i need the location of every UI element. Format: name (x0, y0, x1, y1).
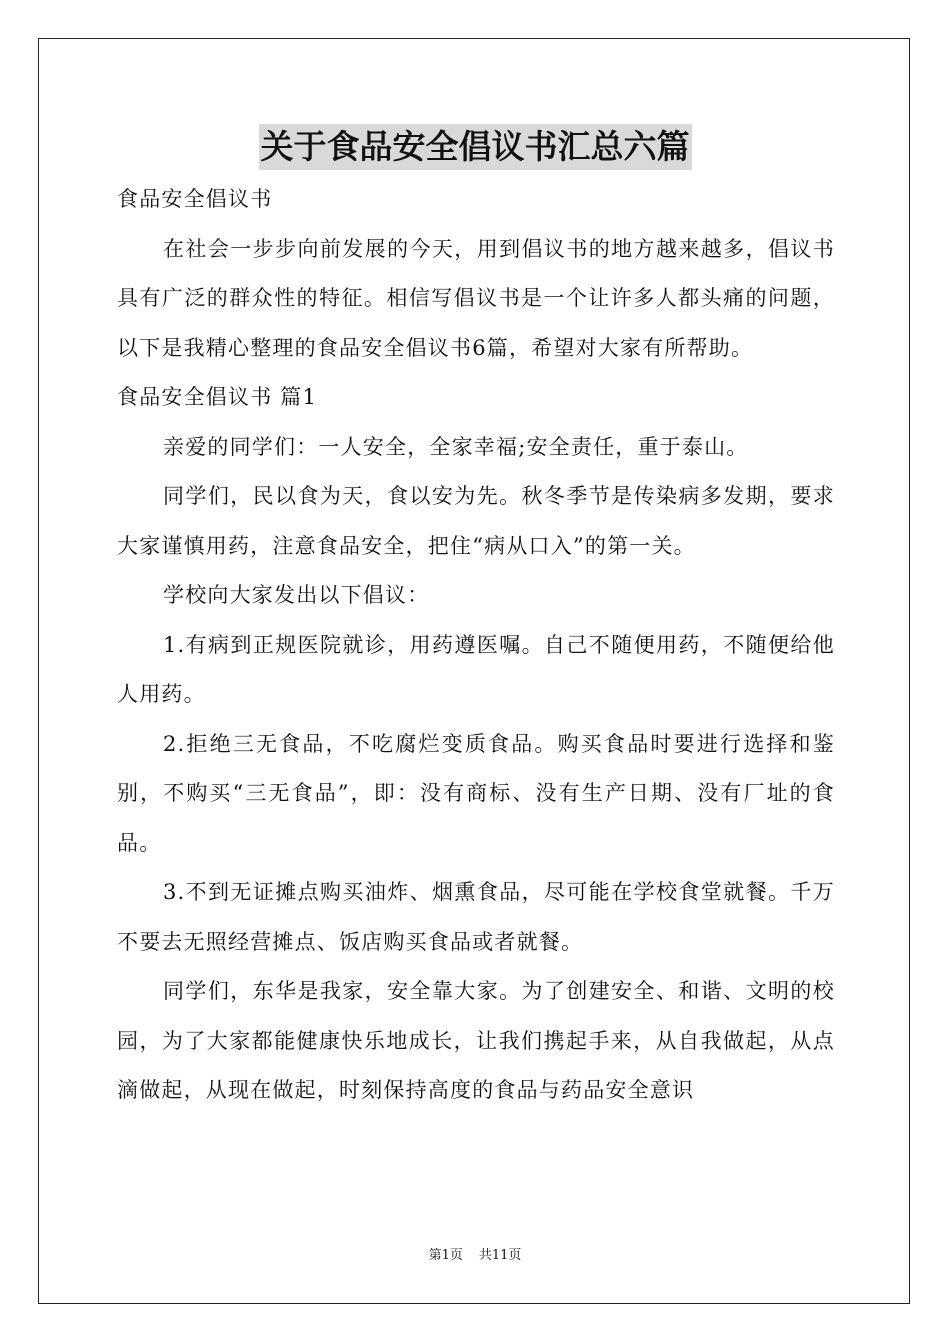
paragraph: 2.拒绝三无食品，不吃腐烂变质食品。购买食品时要进行选择和鉴别，不购买“三无食品”，即：没有商标、没有生产日期、没有厂址的食品。 (117, 731, 835, 855)
page-number: 第1页 (428, 1248, 463, 1263)
page-footer (0, 1247, 950, 1265)
page-total: 共11页 (478, 1248, 522, 1263)
paragraph: 1.有病到正规医院就诊，用药遵医嘱。自己不随便用药，不随便给他人用药。 (117, 632, 835, 706)
title-container (0, 124, 950, 170)
paragraph: 亲爱的同学们：一人安全，全家幸福;安全责任，重于泰山。 (163, 434, 749, 459)
paragraph: 在社会一步步向前发展的今天，用到倡议书的地方越来越多，倡议书具有广泛的群众性的特征。相信写倡议书是一个让许多人都头痛的问题，以下是我精心整理的食品安全倡议书6篇，希望对大家有所帮助。 (117, 236, 835, 360)
document-body (117, 175, 835, 1116)
paragraph-heading: 食品安全倡议书 (117, 187, 273, 211)
paragraph-heading: 食品安全倡议书 篇1 (117, 385, 318, 409)
document-title: 关于食品安全倡议书汇总六篇 (259, 124, 692, 170)
paragraph: 同学们，东华是我家，安全靠大家。为了创建安全、和谐、文明的校园，为了大家都能健康快乐地成长，让我们携起手来，从自我做起，从点滴做起，从现在做起，时刻保持高度的食品与药品安全意识 (117, 979, 835, 1102)
paragraph: 3.不到无证摊点购买油炸、烟熏食品，尽可能在学校食堂就餐。千万不要去无照经营摊点、饭店购买食品或者就餐。 (117, 880, 835, 954)
paragraph: 同学们，民以食为天，食以安为先。秋冬季节是传染病多发期，要求大家谨慎用药，注意食品安全，把住“病从口入”的第一关。 (117, 484, 835, 558)
paragraph: 学校向大家发出以下倡议： (163, 583, 430, 607)
